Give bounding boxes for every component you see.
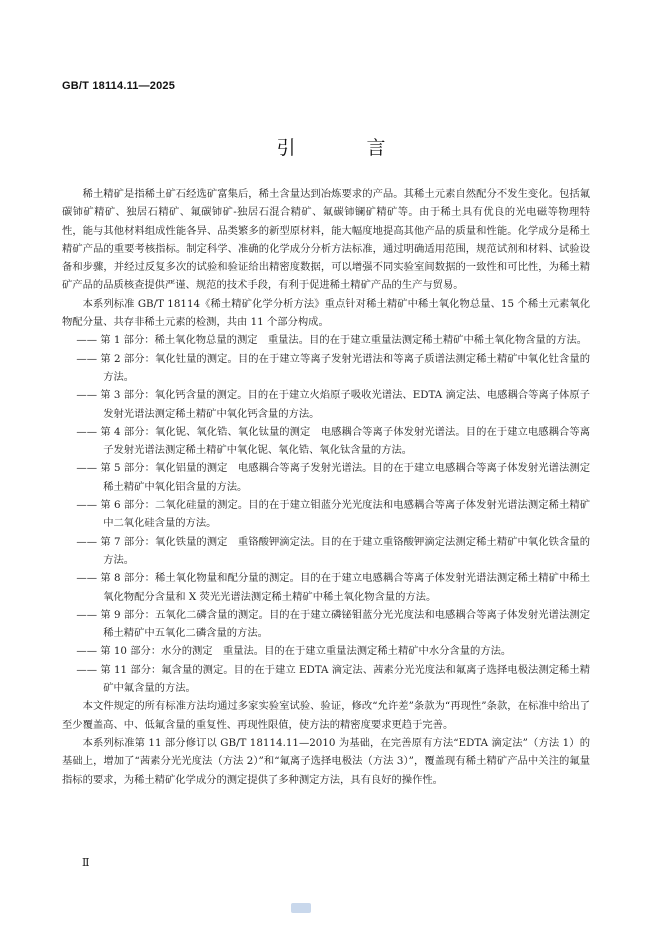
watermark-logo	[291, 903, 311, 913]
list-item: —— 第 2 部分：氧化钍量的测定。目的在于建立等离子发射光谱法和等离子质谱法测定稀土精矿中氧化钍含量的方法。	[76, 352, 590, 383]
page-number: Ⅱ	[82, 856, 90, 869]
paragraph: 本系列标准 GB/T 18114《稀土精矿化学分析方法》重点针对稀土精矿中稀土氧化物总量、15 个稀土元素氧化物配分量、共存非稀土元素的检测，共由 11 个部分构成。	[62, 297, 590, 329]
list-item: —— 第 8 部分：稀土氧化物量和配分量的测定。目的在于建立电感耦合等离子体发射光谱法测定稀土精矿中稀土氧化物配分含量和 X 荧光光谱法测定稀土精矿中稀土氧化物含量的方法。	[76, 572, 590, 603]
list-item: —— 第 9 部分：五氧化二磷含量的测定。目的在于建立磷铋钼蓝分光光度法和电感耦合等离子体发射光谱法测定稀土精矿中五氧化二磷含量的方法。	[76, 608, 590, 640]
document-body	[62, 185, 590, 789]
list-item: —— 第 4 部分：氧化铌、氧化锆、氧化钛量的测定 电感耦合等离子体发射光谱法。目的在于建立电感耦合等离子发射光谱法测定稀土精矿中氧化铌、氧化锆、氧化钛含量的方法。	[76, 425, 590, 457]
list-item: —— 第 11 部分：氟含量的测定。目的在于建立 EDTA 滴定法、茜素分光光度法和氟离子选择电极法测定稀土精矿中氟含量的方法。	[76, 663, 590, 695]
list-item: —— 第 7 部分：氧化铁量的测定 重铬酸钾滴定法。目的在于建立重铬酸钾滴定法测定稀土精矿中氧化铁含量的方法。	[76, 535, 590, 566]
paragraph: 本系列标准第 11 部分修订以 GB/T 18114.11—2010 为基础，在完善原有方法“EDTA 滴定法”（方法 1）的基础上，增加了“茜素分光光度法（方法 2）”和“氟离子选择电极法（方法 3）”，覆盖现有稀土精矿产品中关注的氟量指标的要求，为稀土精矿化学成分的测定提供了多种测定方法，具有良好的操作性。	[62, 736, 590, 786]
standard-code: GB/T 18114.11—2025	[62, 80, 176, 92]
page-title: 引 言	[276, 137, 412, 159]
list-item: —— 第 6 部分：二氧化硅量的测定。目的在于建立钼蓝分光光度法和电感耦合等离子体发射光谱法测定稀土精矿中二氧化硅含量的方法。	[76, 499, 590, 530]
paragraph: 本文件规定的所有标准方法均通过多家实验室试验、验证，修改“允许差”条款为“再现性”条款，在标准中给出了至少覆盖高、中、低氟含量的重复性、再现性限值，使方法的精密度要求更趋于完善。	[62, 700, 590, 731]
list-item: —— 第 10 部分：水分的测定 重量法。目的在于建立重量法测定稀土精矿中水分含量的方法。	[76, 645, 512, 658]
paragraph: 稀土精矿是指稀土矿石经选矿富集后，稀土含量达到冶炼要求的产品。其稀土元素自然配分不发生变化。包括氟碳铈矿精矿、独居石精矿、氟碳铈矿-独居石混合精矿、氟碳铈镧矿精矿等。由于稀土具有优良的光电磁等物理特性，能与其他材料组成性能各异、品类繁多的新型原材料，能大幅度地提高其他产品的质量和性能。化学成分是稀土精矿产品的重要考核指标。制定科学、准确的化学成分分析方法标准，通过明确适用范围，规范试剂和材料、试验设备和步骤，并经过反复多次的试验和验证给出精密度数据，可以增强不同实验室间数据的一致性和可比性，为稀土精矿产品的品质核查提供严谨、规范的技术手段，有利于促进稀土精矿产品的生产与贸易。	[62, 188, 590, 292]
list-item: —— 第 3 部分：氧化钙含量的测定。目的在于建立火焰原子吸收光谱法、EDTA 滴定法、电感耦合等离子体原子发射光谱法测定稀土精矿中氧化钙含量的方法。	[76, 389, 590, 420]
list-item: —— 第 1 部分：稀土氧化物总量的测定 重量法。目的在于建立重量法测定稀土精矿中稀土氧化物含量的方法。	[76, 334, 588, 347]
list-item: —— 第 5 部分：氧化铝量的测定 电感耦合等离子发射光谱法。目的在于建立电感耦合等离子体发射光谱法测定稀土精矿中氧化铝含量的方法。	[76, 462, 590, 493]
